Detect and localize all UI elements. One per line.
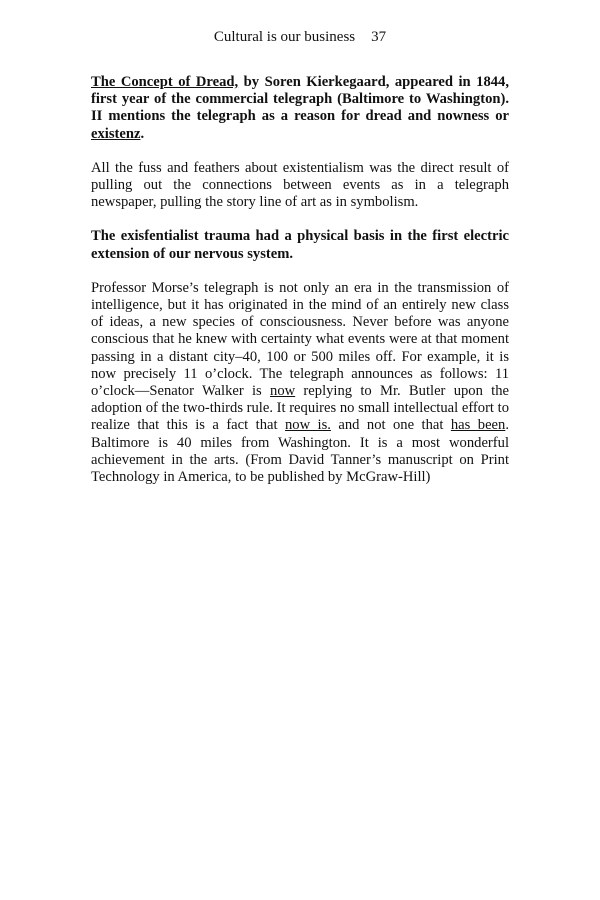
paragraph-trauma: The exisfentialist trauma had a physical basis in the first electric extension of our nervous system.	[91, 228, 509, 262]
page-number: 37	[371, 29, 387, 45]
running-header	[0, 28, 600, 46]
quote-text-b: replying to Mr. Butler upon the adoption of the two-thirds rule. It requires no small intellectual effort to realize that this is a fact that	[91, 383, 509, 434]
paragraph-existentialism: All the fuss and feathers about existentialism was the direct result of pulling out the connections between events as in a telegraph newspaper, pulling the story line of art as in symbolism.	[91, 159, 509, 211]
body-text	[91, 74, 509, 503]
header-title: Cultural is our business	[213, 29, 356, 45]
paragraph-kierkegaard	[91, 74, 509, 143]
quote-text-a: Professor Morse’s telegraph is not only an era in the transmission of intelligence, but it has originated in the mind of an entirely new class of ideas, a new species of consciousness. Never before was anyone conscious that he knew with certainty what events were at that moment passing in a distant city–40, 100 or 500 miles off. For example, it is now precisely 11 o’clock. The telegraph announces as follows: 11 o’clock—Senator Walker is	[91, 279, 509, 400]
book-title: The Concept of Dread,	[91, 74, 239, 90]
quote-has-been: has been	[450, 417, 506, 434]
quote-text-c: and not one that	[330, 417, 451, 434]
paragraph-morse-quote	[91, 280, 509, 486]
quote-now: now	[270, 383, 296, 400]
quote-now-is: now is.	[284, 417, 331, 434]
paragraph-kierkegaard-end: .	[140, 125, 145, 142]
paragraph-kierkegaard-text: by Soren Kierkegaard, appeared in 1844, first year of the commercial telegraph (Baltimore to Washington). II mentions the telegraph as a reason for dread and nowness or	[91, 74, 510, 125]
quote-text-d: . Baltimore is 40 miles from Washington. It is a most wonderful achievement in the arts. (From David Tanner’s manuscript on Print Technology in America, to be published by McGraw-Hill)	[91, 417, 509, 486]
existenz-word: existenz	[91, 125, 141, 142]
